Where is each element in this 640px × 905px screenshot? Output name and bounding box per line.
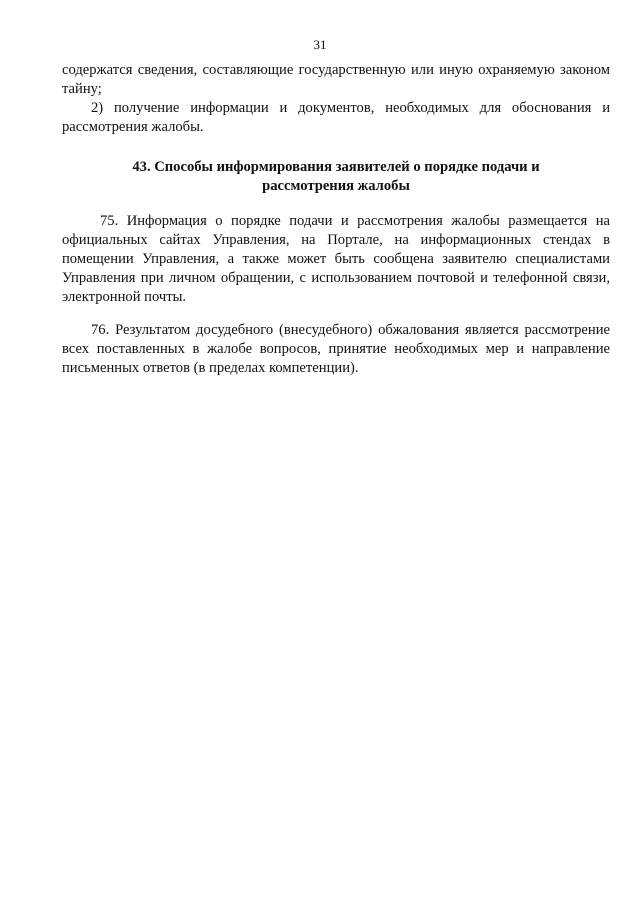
paragraph-item-75: 75. Информация о порядке подачи и рассмотрения жалобы размещается на официальных сайтах Управления, на Портале, на информационных стендах в помещении Управления, а также может быть сообщена заявителю специалистами Управления при личном обращении, с использованием почтовой и телефонной связи, электронной почты. — [62, 213, 610, 305]
paragraph-continuation: содержатся сведения, составляющие государственную или иную охраняемую законом тайну; — [62, 62, 610, 97]
section-heading: 43. Способы информирования заявителей о порядке подачи и рассмотрения жалобы — [132, 159, 540, 194]
paragraph-gap — [62, 307, 610, 321]
paragraph-item-76: 76. Результатом досудебного (внесудебного) обжалования является рассмотрение всех поставленных в жалобе вопросов, принятие необходимых мер и направление письменных ответов (в пределах компетенции). — [62, 322, 610, 376]
document-body — [62, 61, 610, 378]
paragraph-item-2: 2) получение информации и документов, необходимых для обоснования и рассмотрения жалобы. — [62, 100, 610, 135]
page-number: 31 — [313, 37, 327, 52]
